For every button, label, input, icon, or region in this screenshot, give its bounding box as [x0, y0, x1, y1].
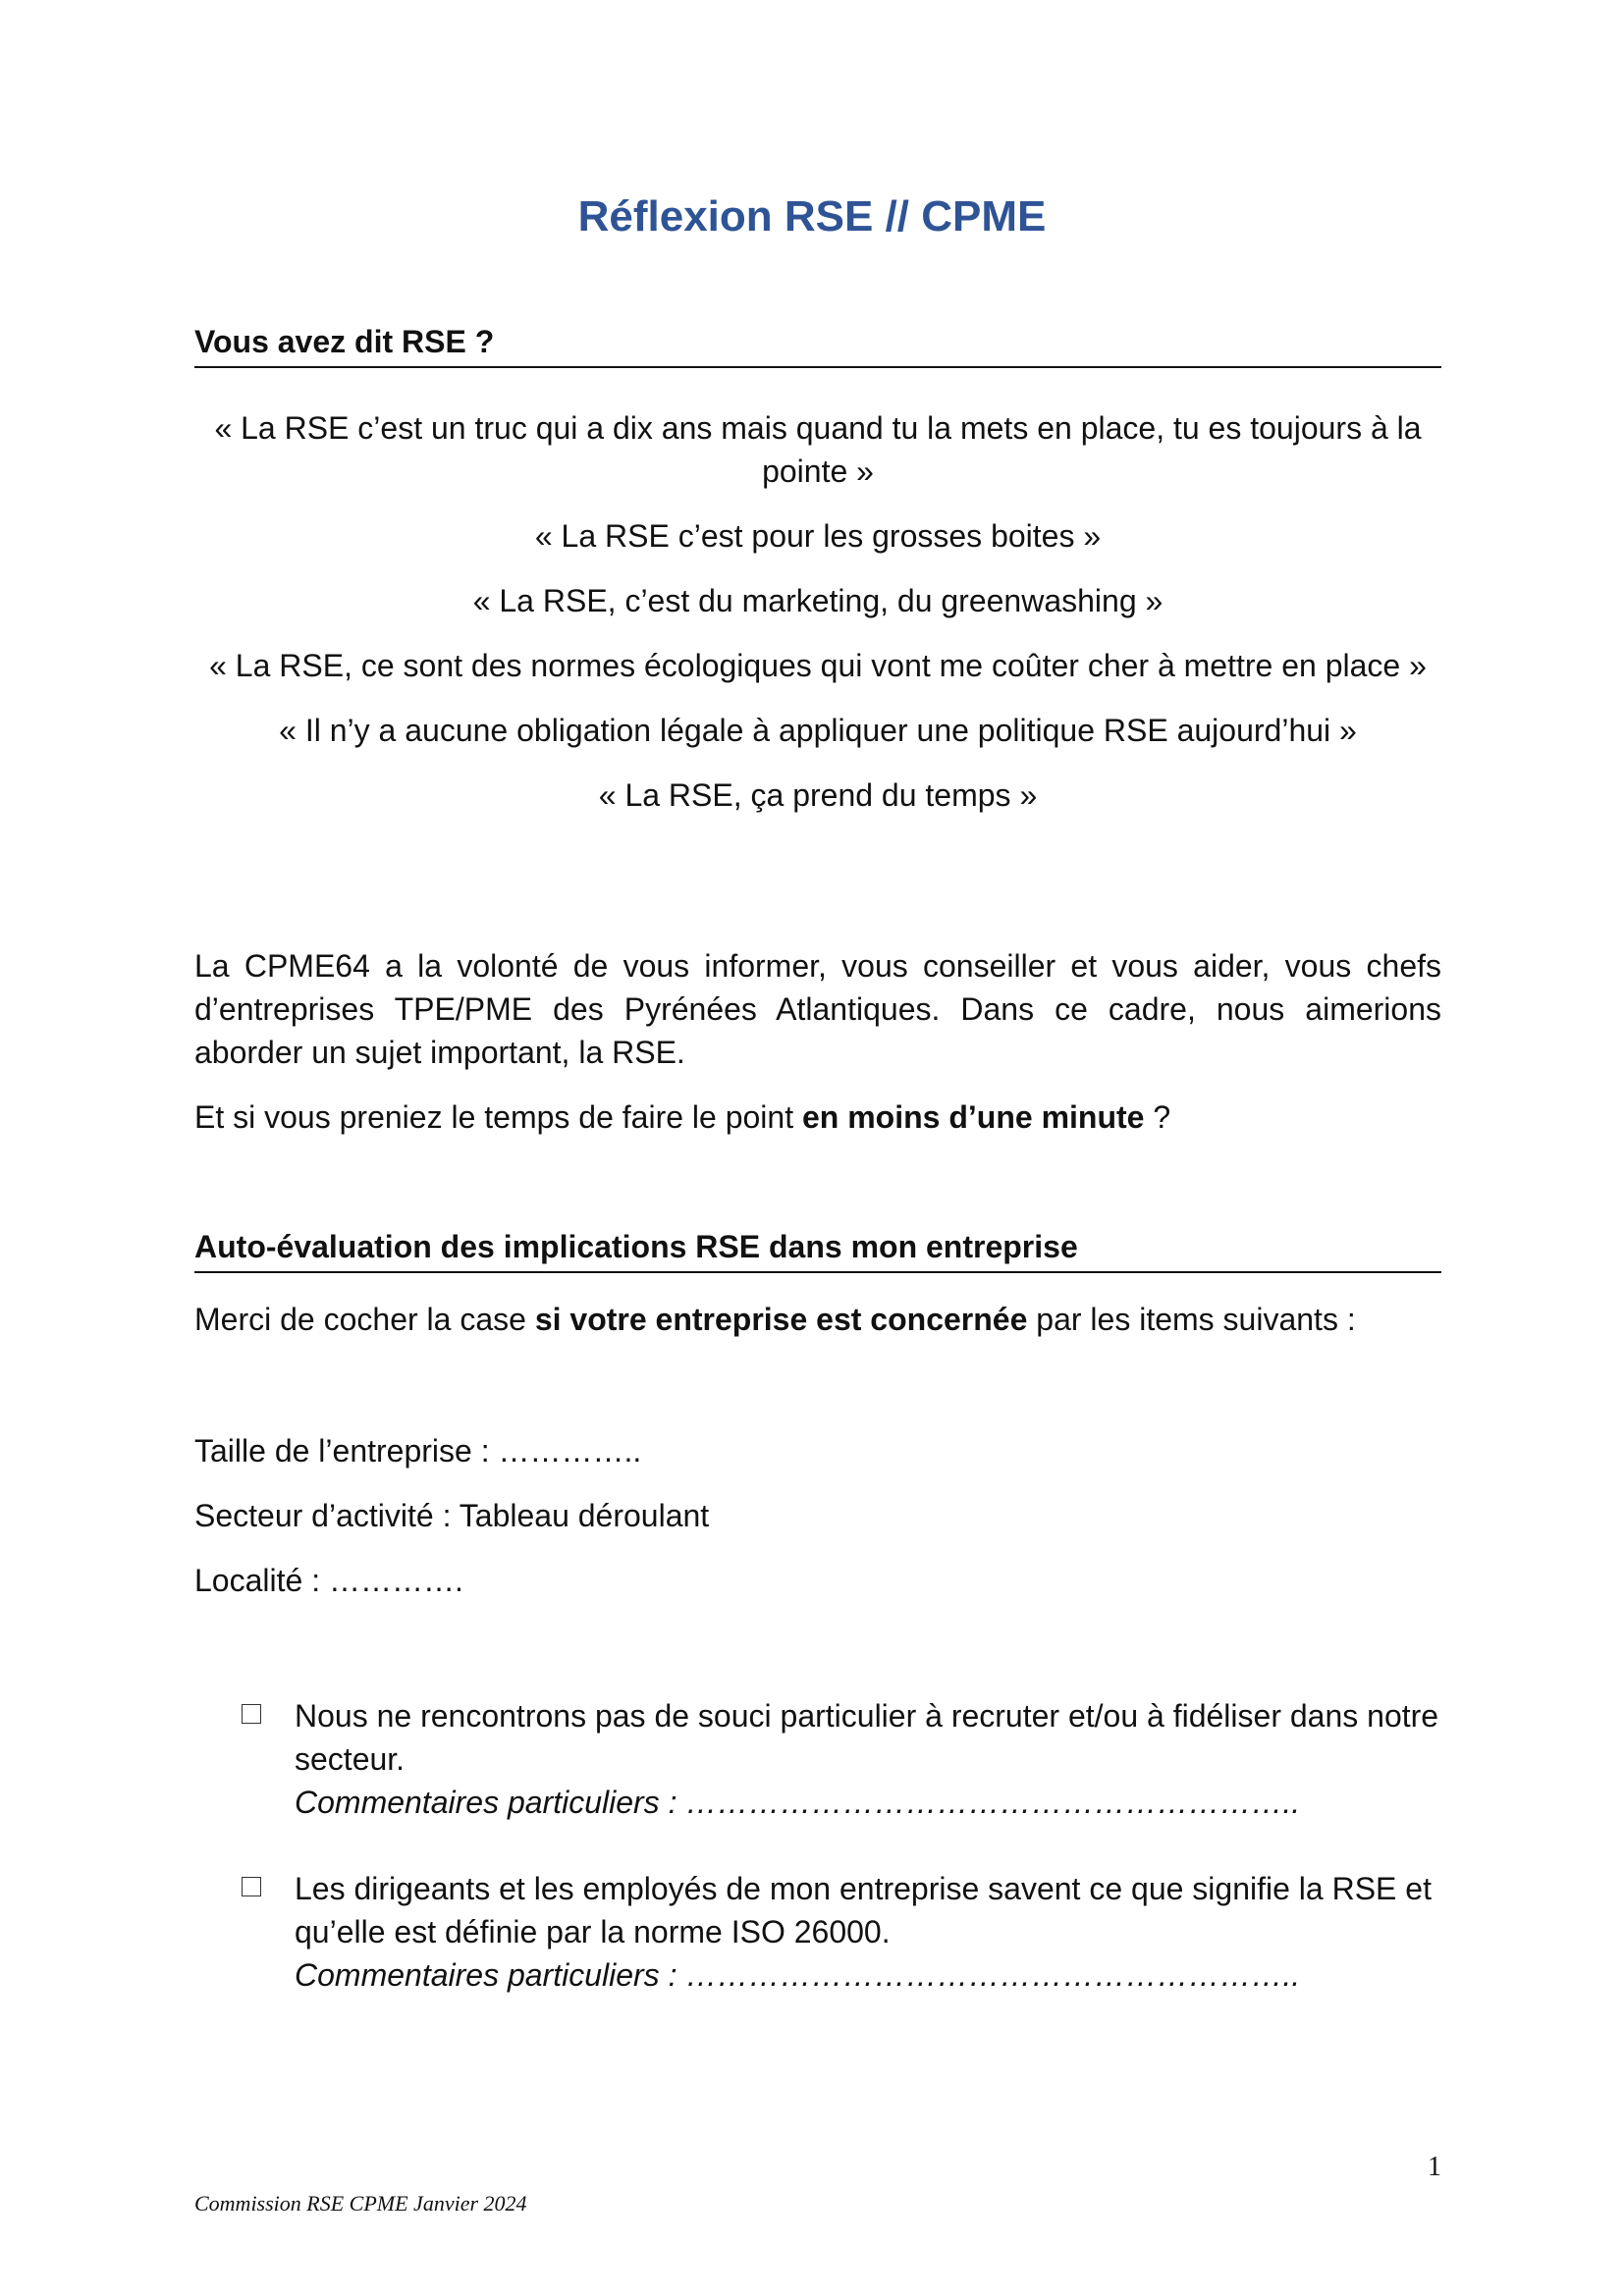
quote: « Il n’y a aucune obligation légale à appliquer une politique RSE aujourd’hui » — [279, 713, 1357, 748]
comment-field[interactable]: Commentaires particuliers : ………………………………………………….. — [295, 1785, 1301, 1820]
instruction-prefix: Merci de cocher la case — [194, 1302, 535, 1337]
checklist-item-iso26000 — [242, 1867, 1441, 1997]
question-prefix: Et si vous preniez le temps de faire le point — [194, 1099, 802, 1135]
quote: « La RSE, ce sont des normes écologiques qui vont me coûter cher à mettre en place » — [209, 648, 1427, 683]
instruction-suffix: par les items suivants : — [1027, 1302, 1356, 1337]
locality-field[interactable]: Localité : …………. — [194, 1563, 463, 1598]
instruction-text — [194, 1298, 1441, 1341]
question-suffix: ? — [1144, 1099, 1171, 1135]
checklist-item-text: Nous ne rencontrons pas de souci particulier à recruter et/ou à fidéliser dans notre secteur. — [295, 1698, 1439, 1777]
quote: « La RSE, c’est du marketing, du greenwashing » — [472, 583, 1164, 618]
quotes-block — [194, 406, 1441, 838]
company-size-field[interactable]: Taille de l’entreprise : ………….. — [194, 1433, 642, 1468]
intro-question — [194, 1095, 1441, 1139]
quote: « La RSE c’est un truc qui a dix ans mais quand tu la mets en place, tu es toujours à la pointe » — [214, 410, 1422, 489]
intro-paragraph: La CPME64 a la volonté de vous informer, vous conseiller et vous aider, vous chefs d’entreprises TPE/PME des Pyrénées Atlantiques. Dans ce cadre, nous aimerions aborder un sujet important, la RSE. — [194, 948, 1441, 1070]
question-emphasis: en moins d’une minute — [801, 1099, 1145, 1135]
checkbox[interactable] — [242, 1877, 261, 1896]
section-heading-rse: Vous avez dit RSE ? — [194, 324, 1441, 368]
footer-text: Commission RSE CPME Janvier 2024 — [194, 2191, 527, 2216]
quote: « La RSE c’est pour les grosses boites » — [534, 518, 1102, 554]
section-heading-self-assessment: Auto-évaluation des implications RSE dans mon entreprise — [194, 1229, 1441, 1273]
checkbox[interactable] — [242, 1704, 261, 1724]
checklist-item-text: Les dirigeants et les employés de mon entreprise savent ce que signifie la RSE et qu’elle est définie par la norme ISO 26000. — [295, 1871, 1432, 1949]
page-number: 1 — [1428, 2152, 1441, 2182]
activity-sector-field[interactable]: Secteur d’activité : Tableau déroulant — [194, 1498, 710, 1533]
instruction-emphasis: si votre entreprise est concernée — [534, 1302, 1028, 1337]
page-title: Réflexion RSE // CPME — [577, 192, 1047, 240]
quote: « La RSE, ça prend du temps » — [598, 777, 1038, 813]
checklist-item-recruitment — [242, 1694, 1441, 1824]
comment-field[interactable]: Commentaires particuliers : ………………………………………………….. — [295, 1957, 1301, 1993]
